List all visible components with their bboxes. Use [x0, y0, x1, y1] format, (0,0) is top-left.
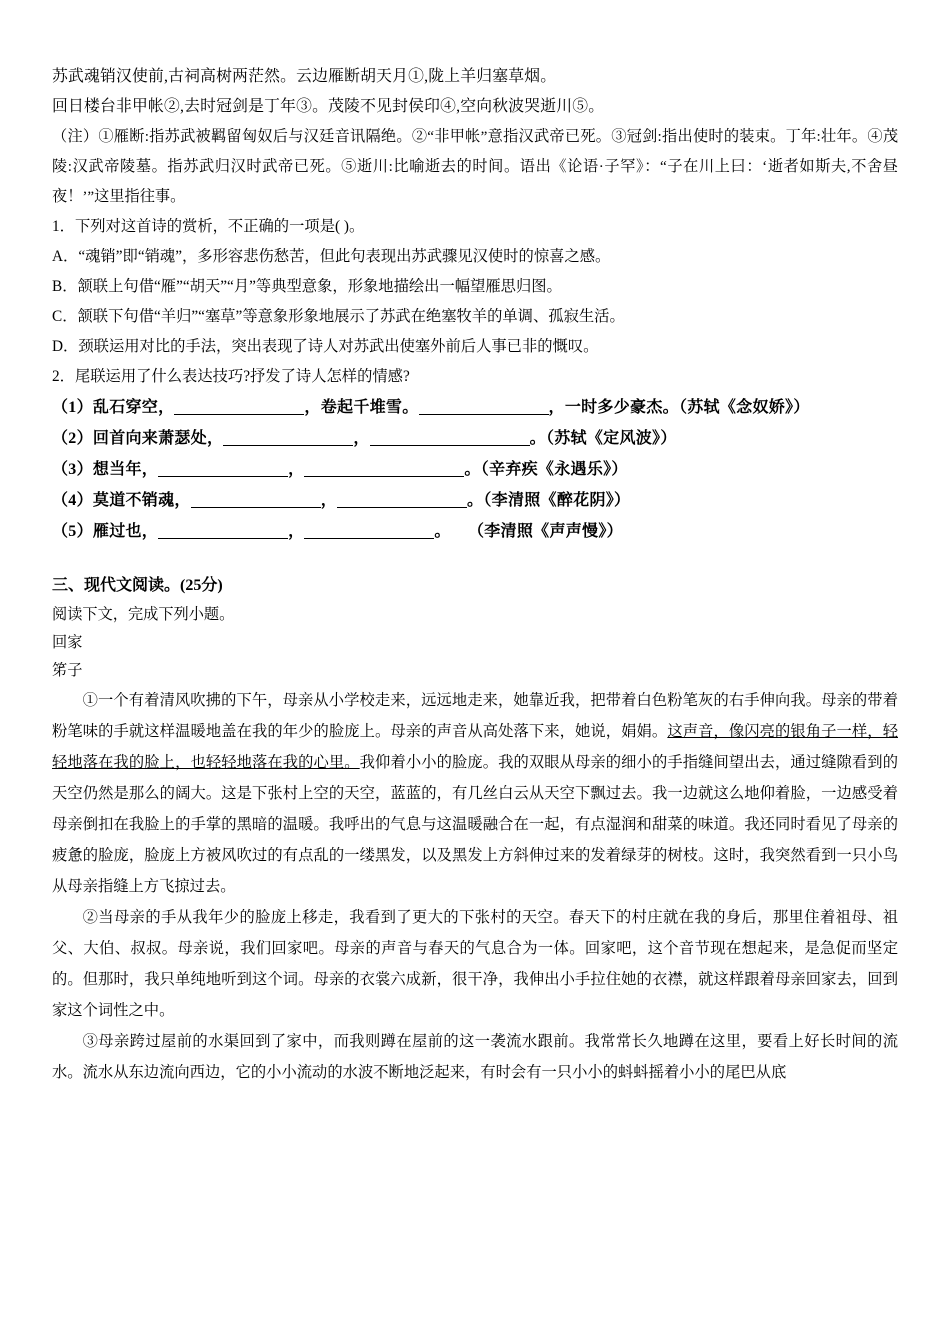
fill-item-5-num: （5） [52, 523, 93, 540]
article-p1-part-a: ①一个有着清风吹拂的下午，母亲从小学校走来，远远地走来，她靠近我，把带着白色粉笔灰的右手伸向我。母亲的带着粉笔味的手就这样温暖地盖在我的年少的脸庞上。母亲的声音从高处落下来，她说，娟娟。 [52, 692, 898, 740]
fill-item-5-pre: 雁过也， [92, 523, 159, 540]
fill-item-3 [52, 454, 898, 485]
fill-blank[interactable] [223, 445, 353, 446]
question-1-option-d: D．颈联运用对比的手法，突出表现了诗人对苏武出使塞外前后人事已非的慨叹。 [52, 338, 599, 355]
question-1-option-a: A．“魂销”即“销魂”，多形容悲伤愁苦，但此句表现出苏武骤见汉使时的惊喜之感。 [52, 248, 611, 265]
article-paragraph-1 [52, 685, 898, 902]
fill-item-3-num: （3） [52, 461, 93, 478]
section-3-instruction: 阅读下文，完成下列小题。 [52, 606, 235, 623]
fill-item-1 [52, 392, 898, 423]
article-p1-underlined: 这声音，像闪亮的银角子一样，轻轻地落在我的脸上，也轻轻地落在我的心里。 [52, 723, 898, 771]
fill-blank[interactable] [370, 445, 530, 446]
fill-item-1-mid: ，卷起千堆雪。 [304, 399, 419, 416]
article-p1-part-b: 我仰着小小的脸庞。我的双眼从母亲的细小的手指缝间望出去，通过缝隙看到的天空仍然是那么的阔大。这是下张村上空的天空，蓝蓝的，有几丝白云从天空下飘过去。我一边就这么地仰着脸，一边感受着母亲倒扣在我脸上的手掌的黑暗的温暖。我呼出的气息与这温暖融合在一起，有点湿润和甜菜的味道。我还同时看见了母亲的疲惫的脸庞，脸庞上方被风吹过的有点乱的一缕黑发，以及黑发上方斜伸过来的发着绿芽的树枝。这时，我突然看到一只小鸟从母亲指缝上方飞掠过去。 [52, 754, 898, 895]
fill-item-5 [52, 516, 898, 547]
fill-item-2-mid: ， [353, 430, 370, 447]
fill-item-2 [52, 423, 898, 454]
fill-item-4-mid: ， [320, 492, 338, 509]
fill-item-1-post: ，一时多少豪杰。 [548, 399, 679, 416]
fill-item-3-source: （辛弃疾《永遇乐》） [480, 461, 628, 478]
article-paragraph-3: ③母亲跨过屋前的水渠回到了家中，而我则蹲在屋前的这一袭流水跟前。我常常长久地蹲在这里，要看上好长时间的流水。流水从东边流向西边，它的小小流动的水波不断地泛起来，有时会有一只小小的蚪蚪摇着小小的尾巴从底 [52, 1033, 898, 1081]
fill-item-1-num: （1） [52, 399, 93, 416]
fill-blank[interactable] [158, 476, 288, 477]
fill-item-2-pre: 回首向来萧瑟处， [92, 430, 224, 447]
article-paragraph-2: ②当母亲的手从我年少的脸庞上移走，我看到了更大的下张村的天空。春天下的村庄就在我的身后，那里住着祖母、祖父、大伯、叔叔。母亲说，我们回家吧。母亲的声音与春天的气息合为一体。回家吧，这个音节现在想起来，是急促而坚定的。但那时，我只单纯地听到这个词。母亲的衣裳六成新，很干净，我伸出小手拉住她的衣襟，就这样跟着母亲回家去，回到家这个词性之中。 [52, 909, 898, 1019]
fill-item-4-source: （李清照《醉花阴》） [483, 492, 631, 509]
fill-blank[interactable] [419, 414, 549, 415]
fill-blank[interactable] [158, 538, 288, 539]
question-1-stem: 1．下列对这首诗的赏析，不正确的一项是( )。 [52, 218, 365, 235]
fill-item-3-mid: ， [288, 461, 305, 478]
fill-blank[interactable] [174, 414, 304, 415]
question-1-option-b: B．颔联上句借“雁”“胡天”“月”等典型意象，形象地描绘出一幅望雁思归图。 [52, 278, 562, 295]
fill-item-4-num: （4） [52, 492, 93, 509]
fill-item-5-post: 。 [434, 523, 451, 540]
fill-blank[interactable] [304, 538, 434, 539]
poem-line-1: 苏武魂销汉使前,古祠高树两茫然。云边雁断胡天月①,陇上羊归塞草烟。 [52, 68, 557, 85]
fill-item-3-post: 。 [464, 461, 481, 478]
article-title: 回家 [52, 634, 83, 651]
section-3-title: 三、现代文阅读。(25分) [52, 577, 223, 594]
fill-item-1-pre: 乱石穿空， [92, 399, 175, 416]
fill-item-3-pre: 想当年， [92, 461, 159, 478]
fill-item-4-pre: 莫道不销魂， [92, 492, 191, 509]
fill-blank[interactable] [191, 507, 321, 508]
question-1-option-c: C．颔联下句借“羊归”“塞草”等意象形象地展示了苏武在绝塞牧羊的单调、孤寂生活。 [52, 308, 625, 325]
fill-item-2-post: 。 [529, 430, 546, 447]
fill-blank[interactable] [337, 507, 467, 508]
fill-item-4 [52, 485, 898, 516]
fill-item-2-num: （2） [52, 430, 93, 447]
article-author: 笫子 [52, 662, 83, 679]
fill-item-5-source: （李清照《声声慢》） [467, 523, 623, 540]
fill-item-5-mid: ， [288, 523, 305, 540]
poem-line-2: 回日楼台非甲帐②,去时冠剑是丁年③。茂陵不见封侯印④,空向秋波哭逝川⑤。 [52, 98, 605, 115]
fill-item-2-source: （苏轼《定风波》） [545, 430, 677, 447]
fill-blank[interactable] [304, 476, 464, 477]
fill-item-1-source: （苏轼《念奴娇》） [678, 399, 810, 416]
fill-item-4-post: 。 [467, 492, 484, 509]
question-2-stem: 2．尾联运用了什么表达技巧?抒发了诗人怎样的情感? [52, 368, 410, 385]
poem-notes: （注）①雁断:指苏武被羁留匈奴后与汉廷音讯隔绝。②“非甲帐”意指汉武帝已死。③冠剑:指出使时的装束。丁年:壮年。④茂陵:汉武帝陵墓。指苏武归汉时武帝已死。⑤逝川:比喻逝去的时间。语出《论语·子罕》：“子在川上曰：‘逝者如斯夫,不舍昼夜！’”这里指往事。 [52, 128, 898, 205]
